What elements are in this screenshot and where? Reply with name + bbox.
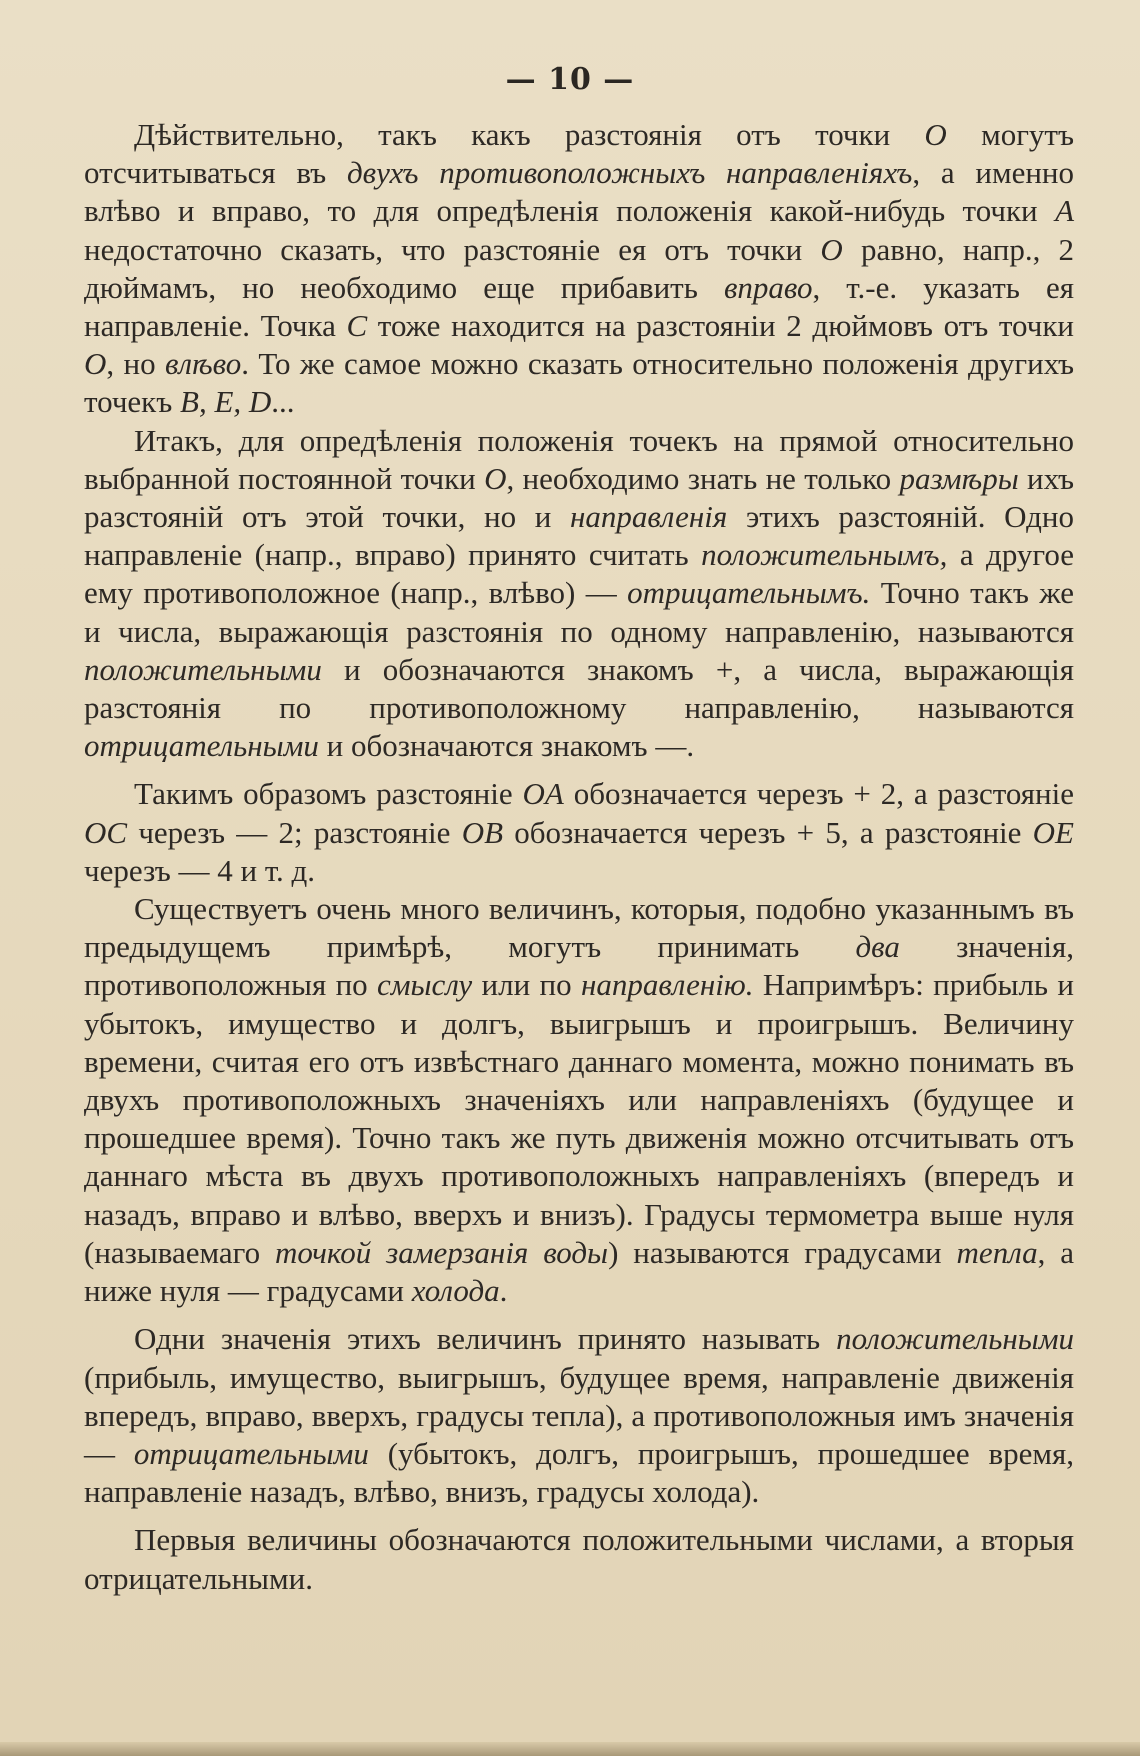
paragraph (84, 116, 1074, 422)
text-run: или по (472, 967, 581, 1003)
emphasis-text: O (84, 346, 107, 382)
text-run: этихъ разстояній. Одно направленіе (напр., вправо) принято считать (84, 499, 1075, 573)
emphasis-text: двухъ противоположныхъ направленіяхъ (346, 155, 913, 191)
emphasis-text: вправо (723, 269, 813, 305)
text-run: Точно такъ же и числа, выражающія разстоянія по одному направленію, называются (84, 575, 1074, 649)
paragraph (84, 422, 1074, 766)
emphasis-text: влѣво (165, 346, 242, 382)
emphasis-text: O (484, 460, 507, 496)
paragraph (84, 890, 1074, 1310)
text-run: . (499, 1273, 508, 1309)
emphasis-text: C (346, 308, 368, 344)
text-run: Дѣйствительно, такъ какъ разстоянія отъ точки (134, 117, 925, 152)
emphasis-text: O (924, 117, 947, 152)
emphasis-text: направленія (570, 499, 728, 535)
emphasis-text: OC (84, 814, 128, 850)
text-run: черезъ — 4 и т. д. (84, 852, 316, 888)
text-run: ихъ разстояній отъ этой точки, но и (84, 460, 1074, 535)
text-run: равно, напр., 2 дюймамъ, но необходимо еще прибавить (84, 231, 1074, 305)
emphasis-text: положительными (836, 1321, 1074, 1357)
text-run: (прибыль, имущество, выигрышъ, будущее время, направленіе движенія впередъ, вправо, вверхъ, градусы тепла), а противоположныя имъ значенія — (84, 1359, 1074, 1471)
text-run: обозначается черезъ + 5, а разстояніе (503, 814, 1033, 850)
emphasis-text: холода (411, 1273, 500, 1309)
text-run: Такимъ образомъ разстояніе (134, 776, 523, 812)
emphasis-text: OE (1032, 814, 1074, 850)
page-number: — 10 — (505, 62, 635, 97)
text-run: , а ниже нуля — градусами (84, 1234, 1075, 1309)
text-run: , а именно влѣво и вправо, то для опредѣленія положенія какой-нибудь точки (84, 155, 1075, 229)
text-run: обозначается черезъ + 2, а разстояніе (563, 776, 1074, 812)
text-run: могутъ отсчитываться въ (84, 117, 1074, 191)
paragraph (84, 1521, 1074, 1597)
text-run: значенія, противоположныя по (84, 929, 1074, 1003)
emphasis-text: OB (461, 814, 504, 850)
body-text (84, 116, 1074, 1598)
emphasis-text: отрицательнымъ. (627, 575, 871, 611)
emphasis-text: направленію. (580, 967, 754, 1003)
emphasis-text: A (1055, 193, 1074, 229)
emphasis-text: смыслу (377, 967, 473, 1003)
text-run: а другое ему противоположное (напр., влѣво) — (84, 537, 1074, 611)
emphasis-text: тепла (956, 1234, 1038, 1270)
text-run: , т.-е. указать ея направленіе. Точка (84, 269, 1074, 344)
emphasis-text: B, E, D (180, 384, 272, 420)
text-run: недостаточно сказать, что разстояніе ея отъ точки (84, 231, 821, 267)
emphasis-text: точкой замерзанія воды (275, 1234, 609, 1270)
emphasis-text: отрицательными (133, 1435, 369, 1471)
emphasis-text: два (855, 929, 900, 965)
text-run: . То же самое можно сказать относительно положенія другихъ точекъ (84, 346, 1075, 420)
text-run: ) называются градусами (608, 1234, 957, 1270)
text-run: Напримѣръ: прибыль и убытокъ, имущество и долгъ, выигрышъ и проигрышъ. Величину времени, считая его отъ извѣстнаго даннаго момента, можно понимать въ двухъ противоположныхъ значеніяхъ или направленіяхъ (будущее и прошедшее время). Точно такъ же путь движенія можно отсчитывать отъ даннаго мѣста въ двухъ противоположныхъ направленіяхъ (впередъ и назадъ, вправо и влѣво, вверхъ и внизъ). Градусы термометра выше нуля (называемаго (84, 967, 1074, 1270)
emphasis-text: O (820, 231, 843, 267)
text-run: и обозначаются знакомъ +, а числа, выражающія разстоянія по противоположному направленію, называются (84, 651, 1074, 726)
emphasis-text: OA (522, 776, 564, 812)
emphasis-text: отрицательными (84, 728, 319, 764)
text-run: , но (106, 346, 166, 382)
emphasis-text: размѣры (899, 460, 1019, 496)
text-run: Итакъ, для опредѣленія положенія точекъ на прямой относительно выбранной постоянной точки (84, 422, 1074, 496)
text-run: Одни значенія этихъ величинъ принято называть (134, 1321, 837, 1357)
text-run: черезъ — 2; разстояніе (127, 814, 462, 850)
text-run: Существуетъ очень много величинъ, которыя, подобно указаннымъ въ предыдущемъ примѣрѣ, могутъ принимать (84, 891, 1074, 965)
text-run: тоже находится на разстояніи 2 дюймовъ отъ точки (367, 308, 1074, 344)
emphasis-text: положительнымъ, (701, 537, 948, 573)
text-run: ... (271, 384, 295, 420)
text-run: , необходимо знать не только (506, 460, 900, 496)
text-run: Первыя величины обозначаются положительными числами, а вторыя отрицательными. (84, 1522, 1074, 1596)
paragraph (84, 775, 1074, 890)
paragraph (84, 1320, 1074, 1511)
text-run: и обозначаются знакомъ —. (318, 728, 695, 764)
text-run: (убытокъ, долгъ, проигрышъ, прошедшее время, направленіе назадъ, влѣво, внизъ, градусы холода). (84, 1435, 1074, 1510)
emphasis-text: положительными (84, 651, 322, 687)
page-bottom-edge (0, 1742, 1140, 1756)
